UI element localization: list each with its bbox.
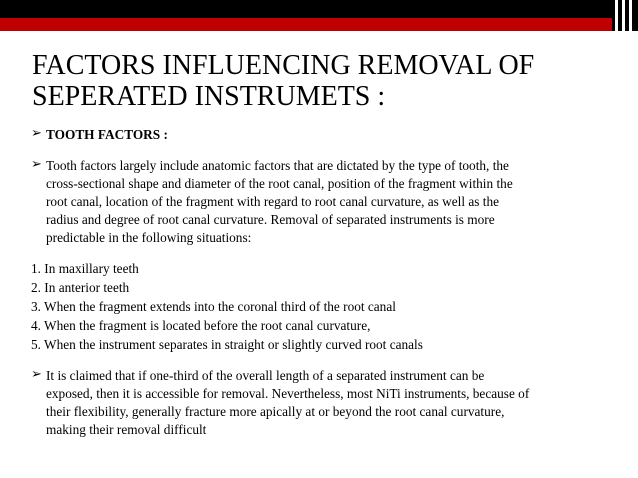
header-band-red (0, 18, 638, 31)
slide-body (32, 126, 622, 439)
slide-title-line: SEPERATED INSTRUMETS : (32, 81, 386, 112)
list-item: 2. In anterior teeth (31, 280, 130, 295)
header-band-black (0, 0, 638, 18)
paragraph-line: predictable in the following situations: (46, 230, 252, 245)
paragraph-line: exposed, then it is accessible for removal. Nevertheless, most NiTi instruments, because of (46, 386, 530, 401)
slide-title-line: FACTORS INFLUENCING REMOVAL OF (32, 50, 535, 81)
paragraph-line: their flexibility, generally fracture more apically at or beyond the root canal curvature, (46, 404, 505, 419)
arrow-bullet-icon: ➢ (31, 157, 42, 172)
section-heading: TOOTH FACTORS : (46, 127, 168, 142)
paragraph-line: root canal, location of the fragment with regard to root canal curvature, as well as the (46, 194, 500, 209)
paragraph-line: making their removal difficult (46, 422, 207, 437)
situations-list (31, 259, 622, 354)
bullet-tooth-factors (32, 126, 622, 144)
list-item: 1. In maxillary teeth (31, 261, 139, 276)
arrow-bullet-icon: ➢ (31, 126, 42, 141)
paragraph-line: Tooth factors largely include anatomic factors that are dictated by the type of tooth, the (46, 158, 509, 173)
bullet-paragraph-2 (32, 367, 622, 439)
paragraph-line: radius and degree of root canal curvature. Removal of separated instruments is more (46, 212, 495, 227)
list-item: 5. When the instrument separates in straight or slightly curved root canals (31, 337, 423, 352)
list-item: 3. When the fragment extends into the coronal third of the root canal (31, 299, 396, 314)
paragraph-line: cross-sectional shape and diameter of the root canal, position of the fragment within the (46, 176, 513, 191)
arrow-bullet-icon: ➢ (31, 367, 42, 382)
paragraph-line: It is claimed that if one-third of the overall length of a separated instrument can be (46, 368, 485, 383)
bullet-paragraph-1 (32, 157, 622, 247)
header-stripe-decoration (612, 0, 638, 31)
list-item: 4. When the fragment is located before the root canal curvature, (31, 318, 371, 333)
slide-title (32, 50, 612, 112)
